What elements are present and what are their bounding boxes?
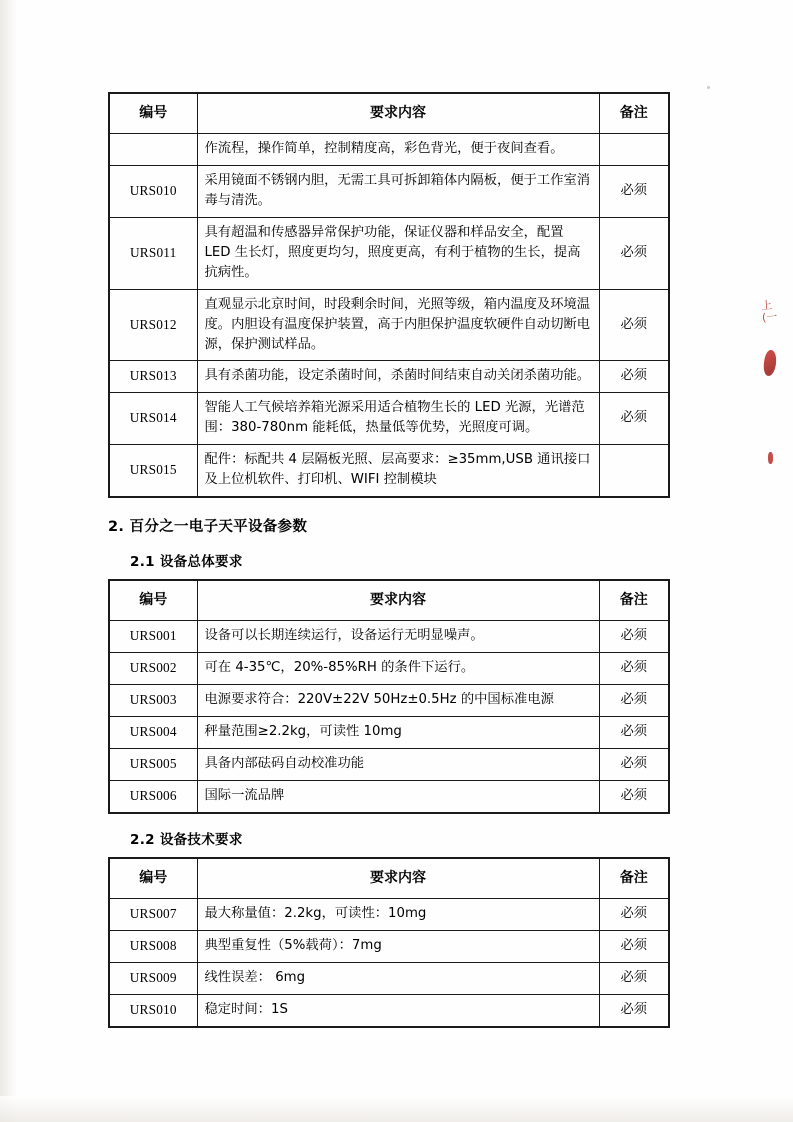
cell-note: 必须 xyxy=(599,393,669,445)
cell-content: 直观显示北京时间，时段剩余时间，光照等级，箱内温度及环境温度。内胆设有温度保护装置，高于内胆保护温度软硬件自动切断电源，保护测试样品。 xyxy=(197,289,599,361)
cell-id: URS010 xyxy=(109,165,197,217)
cell-note: 必须 xyxy=(599,621,669,653)
cell-note: 必须 xyxy=(599,165,669,217)
subsection-heading-2-2: 2.2 设备技术要求 xyxy=(130,831,243,848)
cell-content: 具备内部砝码自动校准功能 xyxy=(197,748,599,780)
cell-content: 智能人工气候培养箱光源采用适合植物生长的 LED 光源，光谱范围：380-780nm 能耗低，热量低等优势，光照度可调。 xyxy=(197,393,599,445)
cell-content: 配件：标配共 4 层隔板光照、层高要求：≥35mm,USB 通讯接口及上位机软件、打印机、WIFI 控制模块 xyxy=(197,445,599,497)
cell-id xyxy=(109,134,197,166)
cell-content: 电源要求符合：220V±22V 50Hz±0.5Hz 的中国标准电源 xyxy=(197,685,599,717)
cell-content: 秤量范围≥2.2kg，可读性 10mg xyxy=(197,716,599,748)
cell-content: 具有杀菌功能，设定杀菌时间，杀菌时间结束自动关闭杀菌功能。 xyxy=(197,361,599,393)
table-row xyxy=(109,748,669,780)
cell-content: 设备可以长期连续运行，设备运行无明显噪声。 xyxy=(197,621,599,653)
cell-note: 必须 xyxy=(599,289,669,361)
table-row xyxy=(109,685,669,717)
cell-id: URS012 xyxy=(109,289,197,361)
cell-id: URS010 xyxy=(109,994,197,1026)
margin-ink-dot xyxy=(768,452,773,464)
cell-note: 必须 xyxy=(599,898,669,930)
column-header-content: 要求内容 xyxy=(197,93,599,134)
cell-note: 必须 xyxy=(599,653,669,685)
cell-note: 必须 xyxy=(599,780,669,812)
table-row xyxy=(109,445,669,497)
table-row xyxy=(109,393,669,445)
table-row xyxy=(109,217,669,289)
cell-id: URS011 xyxy=(109,217,197,289)
cell-content: 可在 4-35℃，20%-85%RH 的条件下运行。 xyxy=(197,653,599,685)
cell-id: URS014 xyxy=(109,393,197,445)
cell-id: URS015 xyxy=(109,445,197,497)
cell-note: 必须 xyxy=(599,748,669,780)
cell-id: URS004 xyxy=(109,716,197,748)
requirements-table-1 xyxy=(108,92,670,498)
cell-content: 线性误差： 6mg xyxy=(197,962,599,994)
cell-content: 作流程，操作简单，控制精度高，彩色背光，便于夜间查看。 xyxy=(197,134,599,166)
cell-id: URS009 xyxy=(109,962,197,994)
margin-ink-blob xyxy=(762,349,778,376)
subsection-heading-2-1: 2.1 设备总体要求 xyxy=(130,554,243,571)
table-row xyxy=(109,994,669,1026)
cell-note xyxy=(599,134,669,166)
cell-content: 采用镜面不锈钢内胆，无需工具可拆卸箱体内隔板，便于工作室消毒与清洗。 xyxy=(197,165,599,217)
column-header-note: 备注 xyxy=(599,858,669,899)
table-header-row xyxy=(109,93,669,134)
cell-id: URS007 xyxy=(109,898,197,930)
table-row xyxy=(109,653,669,685)
table-row xyxy=(109,165,669,217)
cell-note: 必须 xyxy=(599,962,669,994)
cell-id: URS008 xyxy=(109,930,197,962)
cell-content: 具有超温和传感器异常保护功能，保证仪器和样品安全，配置 LED 生长灯，照度更均匀，照度更高，有利于植物的生长，提高抗病性。 xyxy=(197,217,599,289)
scan-edge-left xyxy=(0,0,18,1122)
cell-content: 国际一流品牌 xyxy=(197,780,599,812)
table-row xyxy=(109,962,669,994)
table-header-row xyxy=(109,580,669,621)
cell-id: URS001 xyxy=(109,621,197,653)
cell-id: URS003 xyxy=(109,685,197,717)
table-row xyxy=(109,289,669,361)
cell-id: URS002 xyxy=(109,653,197,685)
table-row xyxy=(109,621,669,653)
cell-note: 必须 xyxy=(599,217,669,289)
requirements-table-2 xyxy=(108,579,670,814)
document-content xyxy=(108,92,668,1028)
requirements-table-3 xyxy=(108,857,670,1028)
table-header-row xyxy=(109,858,669,899)
column-header-id: 编号 xyxy=(109,580,197,621)
section-heading-2: 2. 百分之一电子天平设备参数 xyxy=(108,519,308,536)
cell-note: 必须 xyxy=(599,716,669,748)
table-row xyxy=(109,716,669,748)
cell-id: URS006 xyxy=(109,780,197,812)
column-header-content: 要求内容 xyxy=(197,580,599,621)
cell-id: URS005 xyxy=(109,748,197,780)
cell-note: 必须 xyxy=(599,685,669,717)
column-header-note: 备注 xyxy=(599,93,669,134)
cell-content: 典型重复性（5%载荷）：7mg xyxy=(197,930,599,962)
cell-note: 必须 xyxy=(599,361,669,393)
table-row xyxy=(109,361,669,393)
column-header-note: 备注 xyxy=(599,580,669,621)
cell-content: 最大称量值：2.2kg，可读性：10mg xyxy=(197,898,599,930)
cell-note xyxy=(599,445,669,497)
cell-note: 必须 xyxy=(599,930,669,962)
cell-content: 稳定时间：1S xyxy=(197,994,599,1026)
column-header-id: 编号 xyxy=(109,93,197,134)
cell-id: URS013 xyxy=(109,361,197,393)
table-row xyxy=(109,930,669,962)
column-header-content: 要求内容 xyxy=(197,858,599,899)
scan-speck xyxy=(707,86,710,89)
cell-note: 必须 xyxy=(599,994,669,1026)
scan-edge-bottom xyxy=(0,1096,793,1122)
margin-ink-annotation: 上(一 xyxy=(760,298,778,324)
column-header-id: 编号 xyxy=(109,858,197,899)
table-row xyxy=(109,134,669,166)
table-row xyxy=(109,898,669,930)
table-row xyxy=(109,780,669,812)
